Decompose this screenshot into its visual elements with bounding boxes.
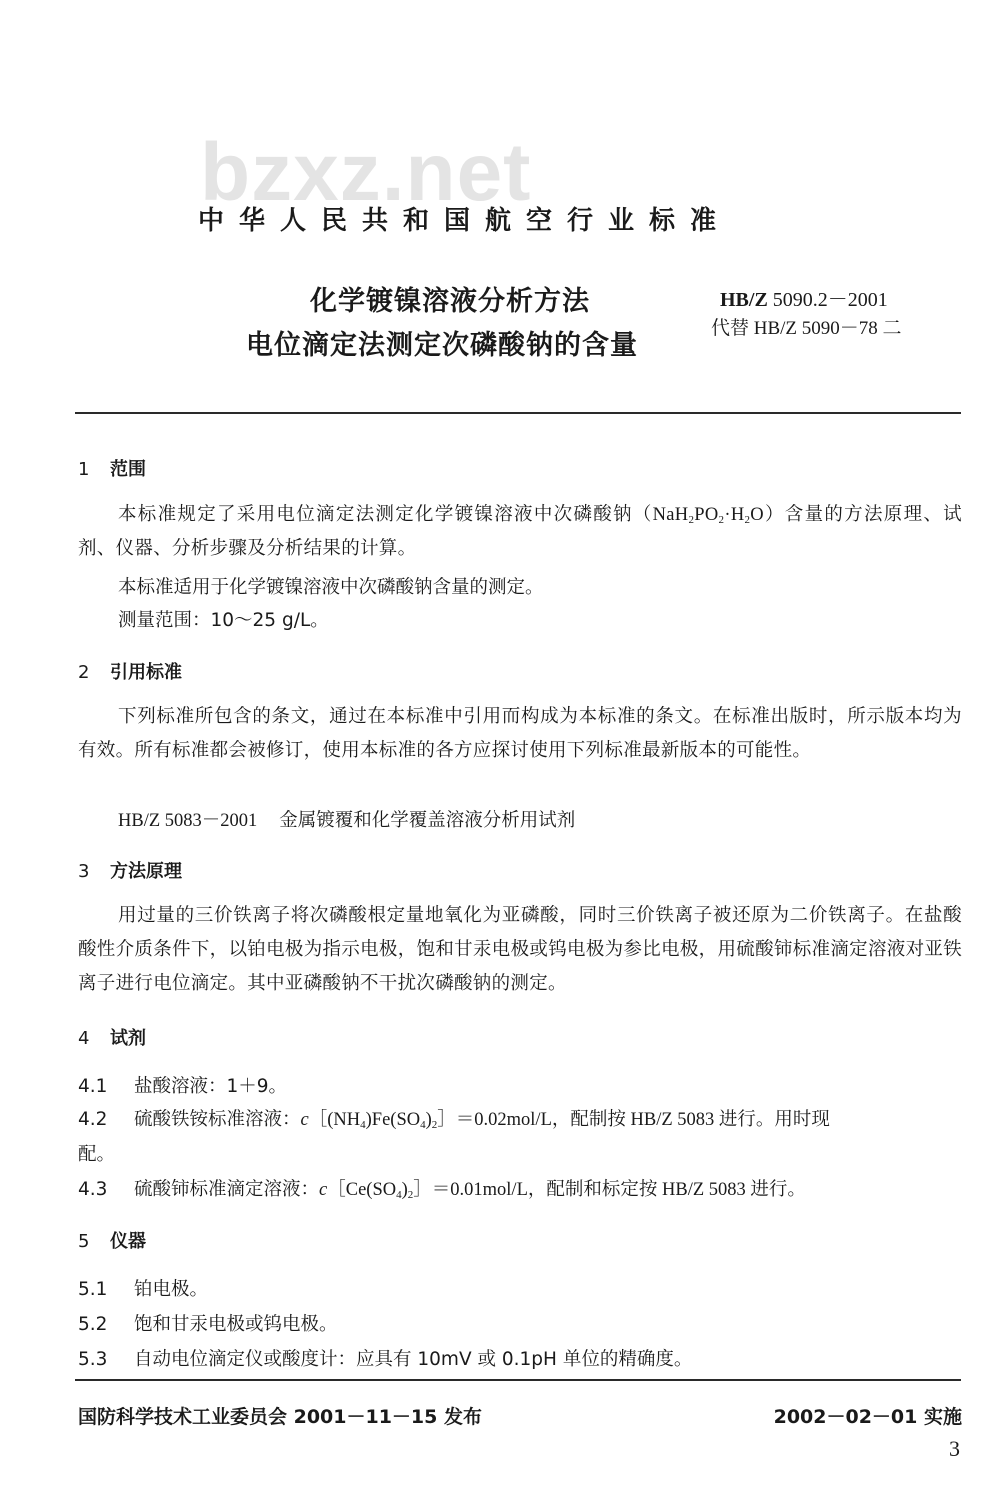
page-number: 3 bbox=[949, 1436, 960, 1461]
document-title-line-2: 电位滴定法测定次磷酸钠的含量 bbox=[246, 330, 638, 361]
chemical-formula: $NaH_2PO_2\cdot H_2O$ bbox=[652, 505, 764, 526]
section-heading-scope bbox=[78, 455, 146, 481]
section-heading-reagents bbox=[78, 1024, 146, 1050]
header-divider bbox=[75, 412, 961, 414]
reagent-item-4-2: 4.2 硫酸铁铵标准溶液：$c[(NH_4)Fe(SO_4)_2]=0.02mol/L$，配制按 HB/Z 5083 进行。用时现 bbox=[78, 1109, 830, 1131]
standard-code-number: 5090.2－2001 bbox=[767, 289, 888, 311]
watermark: bzxz.net bbox=[200, 127, 532, 218]
issuer-and-issue-date: 国防科学技术工业委员会 2001－11－15 发布 bbox=[78, 1406, 482, 1428]
footer-divider bbox=[75, 1379, 961, 1381]
references-paragraph: 下列标准所包含的条文，通过在本标准中引用而构成为本标准的条文。在标准出版时，所示版本均为有效。所有标准都会被修订，使用本标准的各方应探讨使用下列标准最新版本的可能性。 bbox=[78, 706, 962, 761]
reagent-item-4-2-continued: 配。 bbox=[78, 1144, 116, 1165]
section-title: 范围 bbox=[110, 459, 146, 480]
section-number: 3 bbox=[78, 861, 90, 882]
section-title: 试剂 bbox=[110, 1028, 146, 1049]
replaces-standard: 代替 HB/Z 5090－78 二 bbox=[711, 318, 902, 339]
scope-paragraph-2: 本标准适用于化学镀镍溶液中次磷酸钠含量的测定。 bbox=[118, 577, 544, 598]
standard-code bbox=[720, 283, 888, 312]
section-number: 2 bbox=[78, 662, 90, 683]
reference-title: 金属镀覆和化学覆盖溶液分析用试剂 bbox=[279, 810, 576, 831]
reference-entry bbox=[118, 806, 575, 832]
section-heading-principle bbox=[78, 857, 182, 883]
section-title: 引用标准 bbox=[110, 662, 182, 683]
effective-date: 2002－02－01 实施 bbox=[773, 1406, 962, 1428]
standard-code-prefix: HB/Z bbox=[720, 289, 768, 311]
org-title: 中华人民共和国航空行业标准 bbox=[198, 206, 732, 236]
section-heading-apparatus bbox=[78, 1227, 146, 1253]
section-heading-normative-references bbox=[78, 658, 182, 684]
principle-paragraph: 用过量的三价铁离子将次磷酸根定量地氧化为亚磷酸，同时三价铁离子被还原为二价铁离子。在盐酸酸性介质条件下，以铂电极为指示电极，饱和甘汞电极或钨电极为参比电极，用硫酸铈标准滴定溶液对亚铁离子进行电位滴定。其中亚磷酸钠不干扰次磷酸钠的测定。 bbox=[78, 905, 962, 994]
section-title: 仪器 bbox=[110, 1231, 146, 1252]
reagent-formula: $[(NH_4)Fe(SO_4)_2]=0.02mol/L$，配制按 HB/Z 5083 进行。用时现 bbox=[308, 1110, 830, 1131]
apparatus-item-5-1: 5.1 铂电极。 bbox=[78, 1279, 209, 1300]
reference-code: HB/Z 5083－2001 bbox=[118, 811, 258, 831]
apparatus-item-5-3: 5.3 自动电位滴定仪或酸度计：应具有 10mV 或 0.1pH 单位的精确度。 bbox=[78, 1349, 693, 1370]
section-number: 1 bbox=[78, 459, 90, 480]
scope-measurement-range: 测量范围：10～25 g/L。 bbox=[118, 610, 329, 631]
document-title-line-1: 化学镀镍溶液分析方法 bbox=[310, 286, 590, 317]
scope-paragraph-1: 本标准规定了采用电位滴定法测定化学镀镍溶液中次磷酸钠$(NaH_2PO_2\cdot H_2O)$含量的方法原理、试剂、仪器、分析步骤及分析结果的计算。 bbox=[78, 504, 962, 559]
section-title: 方法原理 bbox=[110, 861, 182, 882]
section-number: 5 bbox=[78, 1231, 90, 1252]
reagent-formula: $[Ce(SO_4)_2]=0.01mol/L$，配制和标定按 HB/Z 5083 进行。 bbox=[327, 1180, 806, 1201]
section-number: 4 bbox=[78, 1028, 90, 1049]
reagent-item-4-3: 4.3 硫酸铈标准滴定溶液：$c[Ce(SO_4)_2]=0.01mol/L$，配制和标定按 HB/Z 5083 进行。 bbox=[78, 1179, 806, 1201]
apparatus-item-5-2: 5.2 饱和甘汞电极或钨电极。 bbox=[78, 1314, 338, 1335]
reagent-item-4-1: 4.1 盐酸溶液：1＋9。 bbox=[78, 1076, 288, 1097]
